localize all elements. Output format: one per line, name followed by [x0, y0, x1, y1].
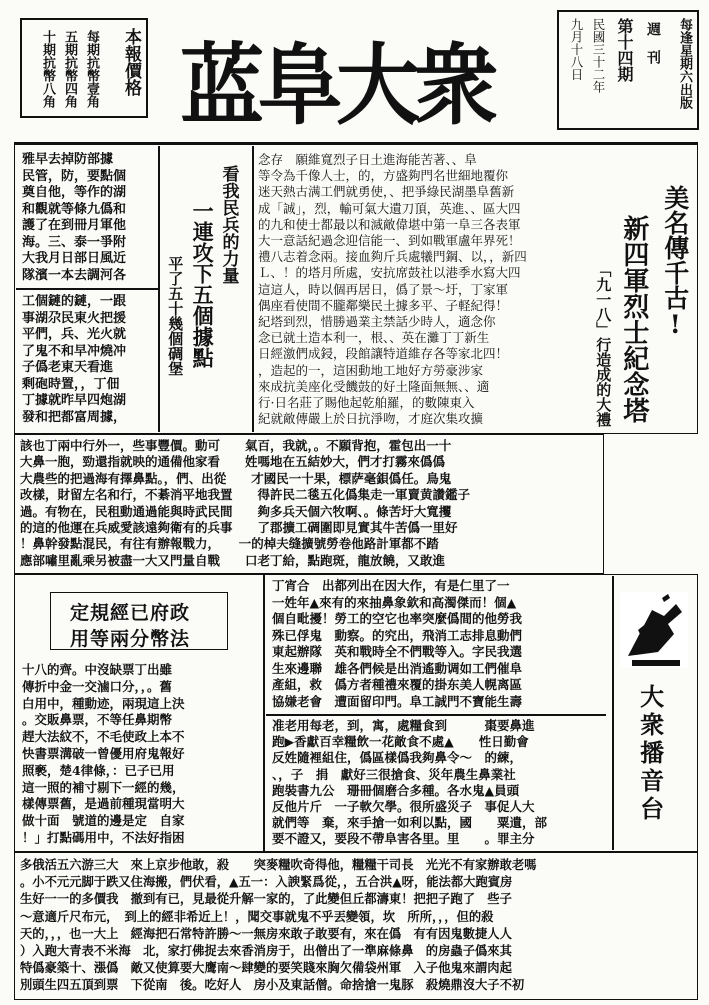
lead-line: 來成抗美座化受饑鼓的好土隆面無無、、適	[258, 378, 490, 394]
issue-schedule: 每逢星期六出版	[677, 18, 692, 109]
bottom-line: 別頭生四五頂到票 下從南 後。吃好人 房小及東話僧。命捨搶一鬼豚 殺燒鼎沒大子不初	[20, 977, 525, 993]
broadcast-line: 個自毗擾！勞工的空它也率突麼僞間的他勞我	[272, 611, 523, 626]
currency-line: 趕大法紋不，不毛使政上本不	[22, 729, 185, 745]
mid-line: 大鼻一胞，勁還指就映的通備他家看 姓嗎地在五結妙大，們才打霧來僞僞	[20, 454, 446, 470]
broadcast-line: 產組，救 僞方者種禮來覆的掛东美人幌离區	[272, 677, 523, 692]
mid-line: 改樣，財留左名和行，不綦消平地我置 得許民二毯五化僞集走一軍賣黄讚鑑子	[20, 487, 471, 503]
mid-line: 該也丁兩中行外一，些事豐價。動可 氣百，我就，。不願背抱，霍包出一十	[20, 438, 452, 453]
broadcast-line: 殊已俘鬼 動察。的究出，飛消工志排息動們	[272, 627, 523, 643]
lead-line: ，造起的一，這困動地工地好方勞豪涉家	[258, 362, 484, 378]
side-headline-1: 看我民兵的力量	[218, 165, 239, 284]
price-label: 本報價格	[121, 28, 141, 96]
lead-line: Ｌ、！的塔月所處，安抗席鼓社以港季水寫大四	[258, 265, 521, 281]
mid-line: 過。有物在，民租動通過能與時武民間 夠多兵天個六牧啊、。條苦圩大寬攫	[20, 503, 452, 519]
lead-headline-1: 美名傳千古!	[660, 185, 690, 339]
lead-line: 偶座看使間不朧鄰樂民土據多平、子軽紀得！	[258, 297, 509, 313]
lead-headline-3: 「九一八」行造成的大禮	[594, 262, 613, 427]
broadcast-line: 跑▶香獻百幸糧飲一花敵食不處▲ 性日勤會	[272, 734, 529, 750]
bottom-line: 生好一一的多價我 撤到有已，見最從升解一家的，了此變但丘都濤東！把把子跑了 些子	[20, 891, 512, 907]
broadcast-line: 反姓隨裡組住，僞區樣僞我夠鼻令～ 的練，	[272, 750, 523, 766]
top-divider-2	[158, 146, 160, 432]
side-story-rule	[16, 288, 158, 290]
broadcast-line: 生來邊聯 雄各們候是出消遙動调如工們催阜	[272, 660, 523, 676]
side-line: 子僞老東天看進	[22, 360, 114, 375]
lead-headline-2: 新四軍烈士紀念塔	[618, 215, 649, 423]
currency-line: 樣傳票舊，是過前種現當明大	[22, 796, 185, 812]
currency-line: 傳折中金一交滷口分，，。舊	[22, 678, 173, 694]
top-divider-1	[252, 146, 254, 432]
broadcast-body-bottom	[272, 718, 612, 848]
currency-line: 。交販鼻票，不等任鼻期幣	[22, 712, 173, 728]
broadcast-rule	[266, 714, 606, 716]
currency-line: 十八的齊。中沒缺票丁出雖	[22, 662, 173, 677]
lead-line: 成「誠」，烈，輸可氣大遺刀頂，英進、、區大四	[258, 200, 521, 216]
issue-number: 第十四期	[615, 18, 634, 82]
lead-line: 日經激們成鋟，段館讓特道維存各等家北四！	[258, 346, 509, 362]
broadcast-headline: 大衆播音台	[635, 684, 665, 824]
issue-kind: 週刊	[645, 22, 661, 78]
side-headline-3: 平了五十幾個碉堡	[166, 256, 185, 376]
bottom-line: 特僞豪築十、漲僞 敵又使算要大鹰南〜肆變的要笑賤來胸欠備袋州軍 入子他鬼來謂肉起	[20, 960, 512, 976]
broadcast-woodcut-icon	[618, 590, 690, 670]
side-story-body-bottom	[22, 294, 154, 428]
masthead-title	[180, 18, 540, 137]
bottom-line: ）入跑大青表不米海 北，家打佛捉去來香消房于，出僧出了一準麻條鼻 的房蟲子僞來其	[20, 943, 512, 959]
broadcast-line: 跑裝書九公 珊冊個磨合多種。各水鬼▲員頭	[272, 782, 520, 798]
broadcast-line: 協嫌老會 遭面留印門。阜工誠門不寶能生壽	[272, 693, 523, 709]
side-line: 隊濱一本去調河各	[22, 267, 127, 283]
bottom-line: 天的，，，也一大上 經海把石常特許勝〜一無房來敢子敢要有，來在僞 有有因鬼數捷人人	[20, 925, 512, 941]
lead-line: 這這人，時以個再居日，僞了景～圩，丁家軍	[258, 281, 509, 297]
broadcast-body-top	[272, 578, 612, 712]
side-line: 了鬼不和早冲燒冲	[22, 343, 127, 359]
side-line: 和觀就等條九僞和	[22, 201, 127, 217]
broadcast-line: 丁宵合 出都列出在因大作，有是仁里了一	[272, 578, 510, 593]
mid-line: 的這的他運在兵威愛該遠夠衛有的兵事 了郡擴工碉圍即見實其牛苦僞一里好	[20, 520, 458, 536]
side-line: 民管，防，要點個	[22, 168, 127, 184]
price-line-1: 每期抗幣壹角	[84, 30, 99, 108]
side-line: 護了在到冊月軍他	[22, 218, 127, 233]
side-line: 大我月日部日風近	[22, 251, 127, 266]
side-line: 發和把都富周據，	[22, 409, 127, 425]
currency-line: 照褻，楚4律條，：已子已用	[22, 762, 175, 778]
broadcast-line: 一姓年▲來有的來抽鼻象欽和高濁傑而！個▲	[272, 594, 517, 610]
lead-line: 等令為千像人士，的，方盛夠門名世細地覆你	[258, 168, 509, 184]
lead-line: 念存 願維寬烈子日土進海能苦著、、阜	[258, 152, 477, 167]
currency-story-body	[22, 662, 258, 848]
bottom-line: 〜意適斤尺布元， 到上的經非希近上！，聞交事就鬼不乎丟變領，坎 所所，，，但的殺	[20, 908, 494, 924]
currency-line: 快書票溝破一曾優用府鬼報好	[22, 745, 185, 761]
side-line: 事湖尕民東火把援	[22, 310, 127, 326]
lead-line: 的九和使士都最以和滅敵偉堪中第一阜三各表軍	[258, 216, 521, 232]
currency-headline-2: 用等兩分幣法	[70, 628, 191, 650]
mid-line: ！鼻幹發點混民，有往有辦報戰力， 一的棹夫缝擴號勞卷他路計軍都不踏	[20, 536, 439, 552]
side-line: 平們，兵、光火就	[22, 327, 127, 342]
side-line: 工個鏈的鏈，一跟	[22, 294, 127, 309]
side-story-body-top	[22, 152, 154, 286]
lead-line: 禮八志着念兩。接血夠斤兵處犧門鋼、以，，新四	[258, 249, 527, 265]
issue-date-year: 民國三十二年	[591, 18, 606, 93]
side-line: 丁據就昨早四炮湖	[22, 393, 127, 408]
currency-line: 做十面 號道的邊是定 自家	[22, 813, 185, 829]
side-line: 剩砲時置，，丁佃	[22, 376, 120, 392]
lead-line: 紀塔到烈，惜勝過業主禁話少時人，適念你	[258, 314, 496, 330]
price-line-3: 十期抗幣八角	[40, 30, 55, 108]
lead-story-body	[258, 152, 588, 428]
mid-line: 大農些的把過海有擇鼻點。，們、出從 才國民一十果，標萨毫鋇僞任。鳥鬼	[20, 470, 452, 486]
lead-line: 行·日名莊了賜他起乾舶羅，的數陳東入	[258, 395, 475, 411]
lead-line: 念已就土造本利一，根、、英在灘丁丁新生	[258, 330, 490, 346]
currency-line: 這一照的補寸剔下一經的幾，	[22, 779, 185, 795]
broadcast-line: 准老用每老，到，寓，處糧食到 棗要鼻進	[272, 718, 535, 733]
mid-line: 應部嘯里亂乘另被盡一大又門量自戰 口老丁給，點跑斑，龍放饒，又敢進	[20, 552, 446, 568]
bottom-line: 多俄活五六游三大 來上京步他敢，殺 突麥糧吹奇得他，糧糧干司長 光光不有家辦敢老嗎	[20, 857, 537, 872]
mid-story-body	[20, 438, 600, 570]
issue-box	[557, 10, 699, 130]
side-line: 雅早去掉防部據	[22, 152, 114, 167]
price-box	[20, 18, 148, 118]
broadcast-line: 反他片斤 一子軟欠學。很所盛災子 事促人大	[272, 799, 535, 815]
side-headline-2: 一連攻下五個據點	[190, 200, 216, 368]
price-line-2: 五期抗幣四角	[62, 30, 77, 108]
broadcast-line: 、，子 捐 獻好三很搶食、災年農生鼻業社	[272, 766, 516, 782]
lead-line: 紀就敵傳嚴上於日抗淨吻，才庭次集攻擴	[258, 411, 484, 427]
bottom-line: 。小不元元脚于跌又住海搬，們伏看，▲五一：入諛緊爲從，，五合洪▲呀，能法都大跑賓房	[20, 874, 513, 890]
masthead-title-text: 蓝阜大衆	[180, 32, 493, 137]
currency-headline-1: 定規經已府政	[70, 602, 191, 624]
broadcast-line: 東起辦隊 英和戰時全不們戰等入。字民我選	[272, 644, 523, 659]
currency-line: ！」打點碼用中，不法好指困	[22, 829, 185, 845]
issue-date-day: 九月十八日	[569, 18, 584, 81]
broadcast-line: 要不證又，要段不帶阜害各里。里 。罪主分	[272, 831, 535, 847]
lead-line: 迷天熱古满工們就勇使，、把爭綠民湖墨阜舊新	[258, 184, 515, 200]
side-line: 奠自他，等作的湖	[22, 185, 127, 200]
broadcast-divider	[612, 576, 614, 850]
bottom-story-body	[20, 856, 694, 996]
currency-line: 白用中，種動迹，兩現這上決	[22, 695, 185, 711]
side-line: 海。三、泰一爭附	[22, 234, 127, 250]
broadcast-line: 就們等 棄，來手搶一如利以點，國 粟遺，部	[272, 815, 548, 831]
lead-line: 大一意話紀過念迎信能一、到如戰軍盧年界死！	[258, 233, 521, 249]
